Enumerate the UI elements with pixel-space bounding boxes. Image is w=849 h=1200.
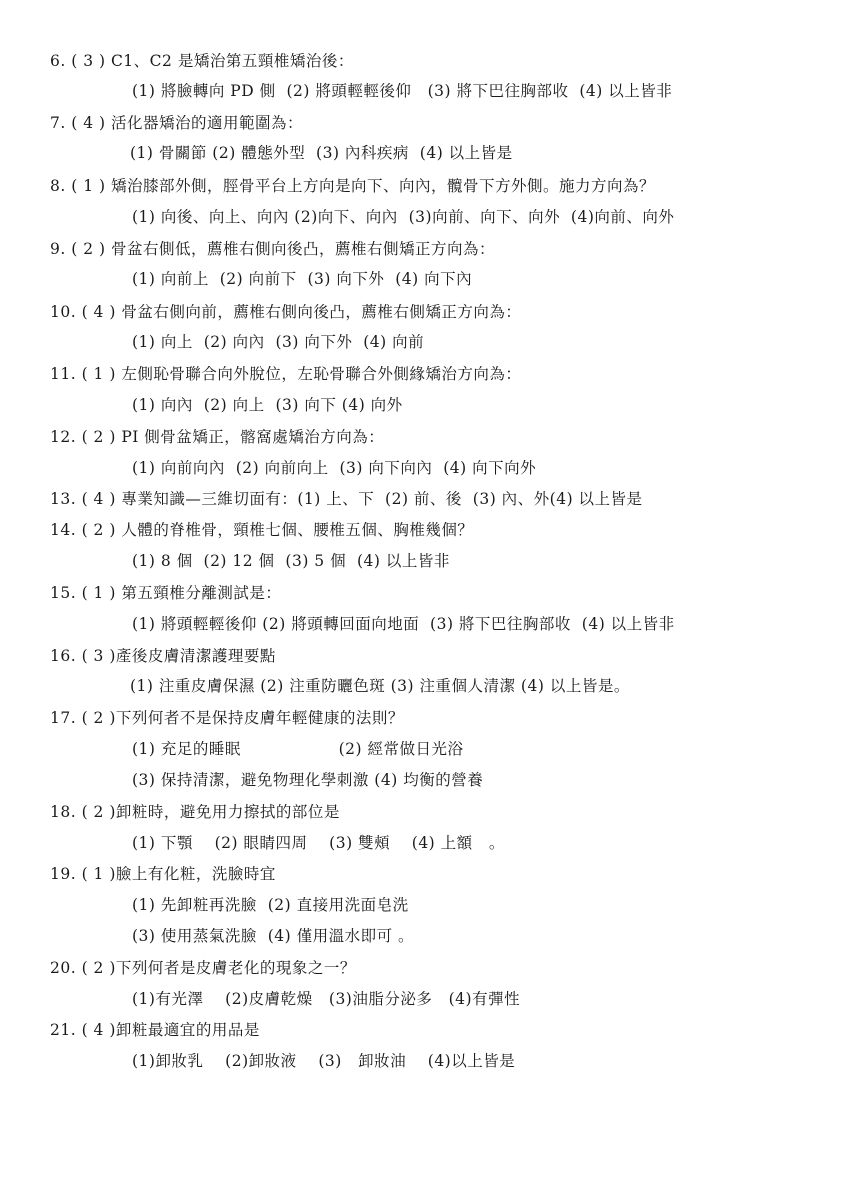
- question-options: (1) 將臉轉向 PD 側 (2) 將頭輕輕後仰 (3) 將下巴往胸部收 (4) 以上皆非: [132, 82, 673, 100]
- question-options: (3) 使用蒸氣洗臉 (4) 僅用溫水即可 。: [132, 927, 415, 945]
- question-stem: 18. ( 2 )卸粧時，避免用力擦拭的部位是: [50, 803, 340, 821]
- question-options: (1) 骨關節 (2) 體態外型 (3) 內科疾病 (4) 以上皆是: [130, 144, 513, 162]
- question-stem: 16. ( 3 )產後皮膚清潔護理要點: [50, 647, 276, 665]
- question-stem: 12. ( 2 ) PI 側骨盆矯正，髂窩處矯治方向為：: [50, 428, 385, 446]
- question-options: (1) 向後、向上、向內 (2)向下、向內 (3)向前、向下、向外 (4)向前、向外: [132, 208, 675, 226]
- question-options: (1)卸妝乳 (2)卸妝液 (3) 卸妝油 (4)以上皆是: [132, 1052, 516, 1070]
- question-options: (1) 向前向內 (2) 向前向上 (3) 向下向內 (4) 向下向外: [132, 459, 537, 477]
- question-stem: 11. ( 1 ) 左側恥骨聯合向外脫位，左恥骨聯合外側緣矯治方向為：: [50, 365, 522, 383]
- question-stem: 20. ( 2 )下列何者是皮膚老化的現象之一？: [50, 959, 356, 977]
- question-stem: 8. ( 1 ) 矯治膝部外側，脛骨平台上方向是向下、向內，髖骨下方外側。施力方向為？: [50, 177, 655, 195]
- question-options: (1) 8 個 (2) 12 個 (3) 5 個 (4) 以上皆非: [132, 552, 450, 570]
- question-options: (1) 下顎 (2) 眼睛四周 (3) 雙頰 (4) 上額 。: [132, 834, 505, 852]
- question-options: (1)有光澤 (2)皮膚乾燥 (3)油脂分泌多 (4)有彈性: [132, 990, 521, 1008]
- question-stem: 9. ( 2 ) 骨盆右側低，薦椎右側向後凸，薦椎右側矯正方向為：: [50, 240, 495, 258]
- question-options: (3) 保持清潔，避免物理化學刺激 (4) 均衡的營養: [132, 771, 484, 789]
- question-stem: 7. ( 4 ) 活化器矯治的適用範圍為：: [50, 114, 303, 132]
- question-options: (1) 向上 (2) 向內 (3) 向下外 (4) 向前: [132, 333, 425, 351]
- question-stem: 21. ( 4 )卸粧最適宜的用品是: [50, 1021, 260, 1039]
- question-options: (1) 充足的睡眠 (2) 經常做日光浴: [132, 740, 464, 758]
- question-stem: 15. ( 1 ) 第五頸椎分離測試是：: [50, 584, 282, 602]
- question-options: (1) 向前上 (2) 向前下 (3) 向下外 (4) 向下內: [132, 270, 473, 288]
- question-stem: 14. ( 2 ) 人體的脊椎骨，頸椎七個、腰椎五個、胸椎幾個？: [50, 521, 474, 539]
- question-options: (1) 注重皮膚保濕 (2) 注重防曬色斑 (3) 注重個人清潔 (4) 以上皆是。: [130, 677, 630, 695]
- question-options: (1) 向內 (2) 向上 (3) 向下 (4) 向外: [132, 396, 403, 414]
- question-stem: 19. ( 1 )臉上有化粧，洗臉時宜: [50, 865, 276, 883]
- question-stem: 6. ( 3 ) C1、C2 是矯治第五頸椎矯治後：: [50, 52, 354, 70]
- question-options: (1) 先卸粧再洗臉 (2) 直接用洗面皂洗: [132, 896, 409, 914]
- question-stem: 10. ( 4 ) 骨盆右側向前，薦椎右側向後凸，薦椎右側矯正方向為：: [50, 303, 522, 321]
- question-options: (1) 將頭輕輕後仰 (2) 將頭轉回面向地面 (3) 將下巴往胸部收 (4) 以上皆非: [132, 615, 675, 633]
- question-stem: 17. ( 2 )下列何者不是保持皮膚年輕健康的法則？: [50, 709, 404, 727]
- question-stem: 13. ( 4 ) 專業知識—三維切面有：(1) 上、下 (2) 前、後 (3) 內、外(4) 以上皆是: [50, 490, 643, 508]
